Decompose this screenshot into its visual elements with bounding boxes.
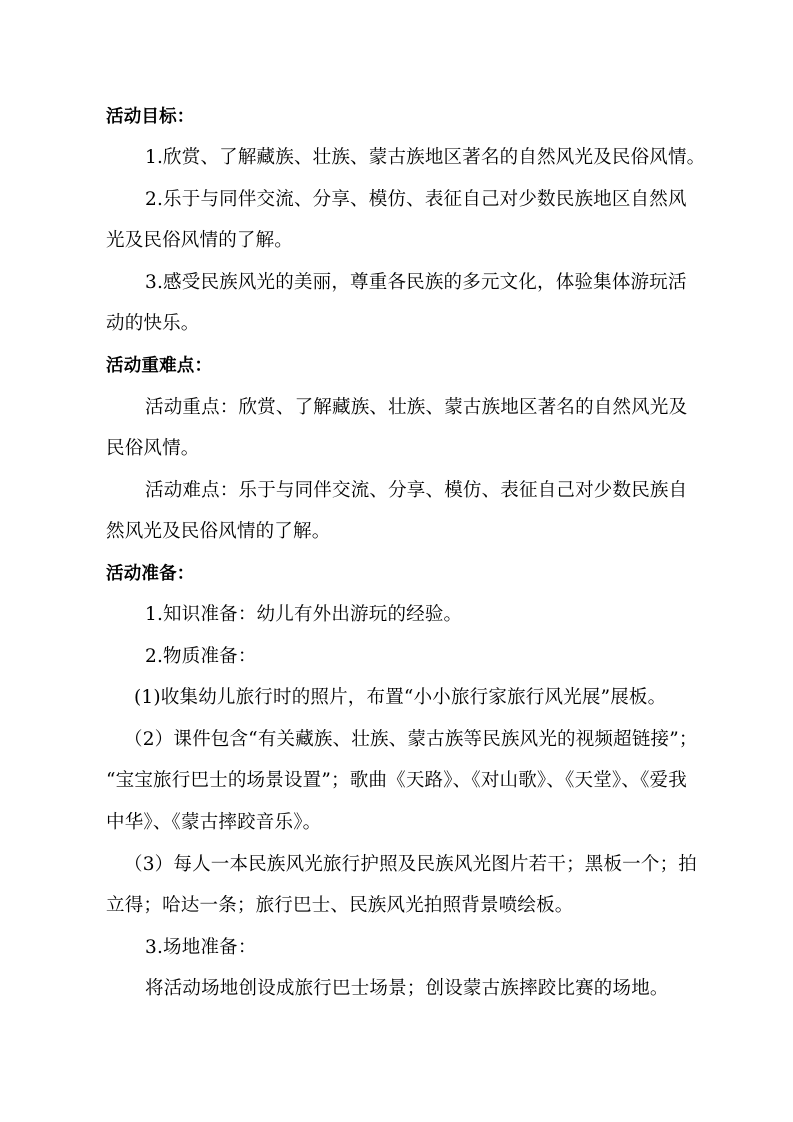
goals-heading: 活动目标：: [106, 107, 195, 127]
preparation-heading: 活动准备：: [106, 564, 195, 584]
goal-item-3-line-1: 3.感受民族风光的美丽，尊重各民族的多元文化，体验集体游玩活: [145, 272, 687, 293]
goal-item-1: 1.欣赏、了解藏族、壮族、蒙古族地区著名的自然风光及民俗风情。: [145, 147, 706, 168]
goal-item-2-line-1: 2.乐于与同伴交流、分享、模仿、表征自己对少数民族地区自然风: [145, 189, 687, 210]
material-item-2-line-1: （2）课件包含“有关藏族、壮族、蒙古族等民族风光的视频超链接”；: [124, 729, 698, 750]
focus-line-2: 民俗风情。: [106, 438, 200, 459]
focus-line-1: 活动重点：欣赏、了解藏族、壮族、蒙古族地区著名的自然风光及: [145, 397, 688, 418]
material-item-1: (1)收集幼儿旅行时的照片，布置“小小旅行家旅行风光展”展板。: [134, 687, 667, 708]
goal-item-3-line-2: 动的快乐。: [106, 313, 200, 334]
goal-item-2-line-2: 光及民俗风情的了解。: [106, 230, 294, 251]
material-preparation-heading: 2.物质准备：: [145, 646, 257, 667]
venue-preparation-text: 将活动场地创设成旅行巴士场景；创设蒙古族摔跤比赛的场地。: [145, 978, 669, 999]
material-item-3-line-1: （3）每人一本民族风光旅行护照及民族风光图片若干；黑板一个；拍: [124, 854, 697, 875]
material-item-3-line-2: 立得；哈达一条；旅行巴士、民族风光拍照背景喷绘板。: [106, 895, 574, 916]
material-item-2-line-2: “宝宝旅行巴士的场景设置”；歌曲《天路》、《对山歌》、《天堂》、《爱我: [106, 770, 687, 791]
key-points-heading: 活动重难点：: [106, 356, 213, 376]
venue-preparation-heading: 3.场地准备：: [145, 937, 257, 958]
knowledge-preparation: 1.知识准备：幼儿有外出游玩的经验。: [145, 604, 463, 625]
material-item-2-line-3: 中华》、《蒙古摔跤音乐》。: [106, 812, 322, 833]
difficulty-line-1: 活动难点：乐于与同伴交流、分享、模仿、表征自己对少数民族自: [145, 480, 688, 501]
difficulty-line-2: 然风光及民俗风情的了解。: [106, 521, 331, 542]
